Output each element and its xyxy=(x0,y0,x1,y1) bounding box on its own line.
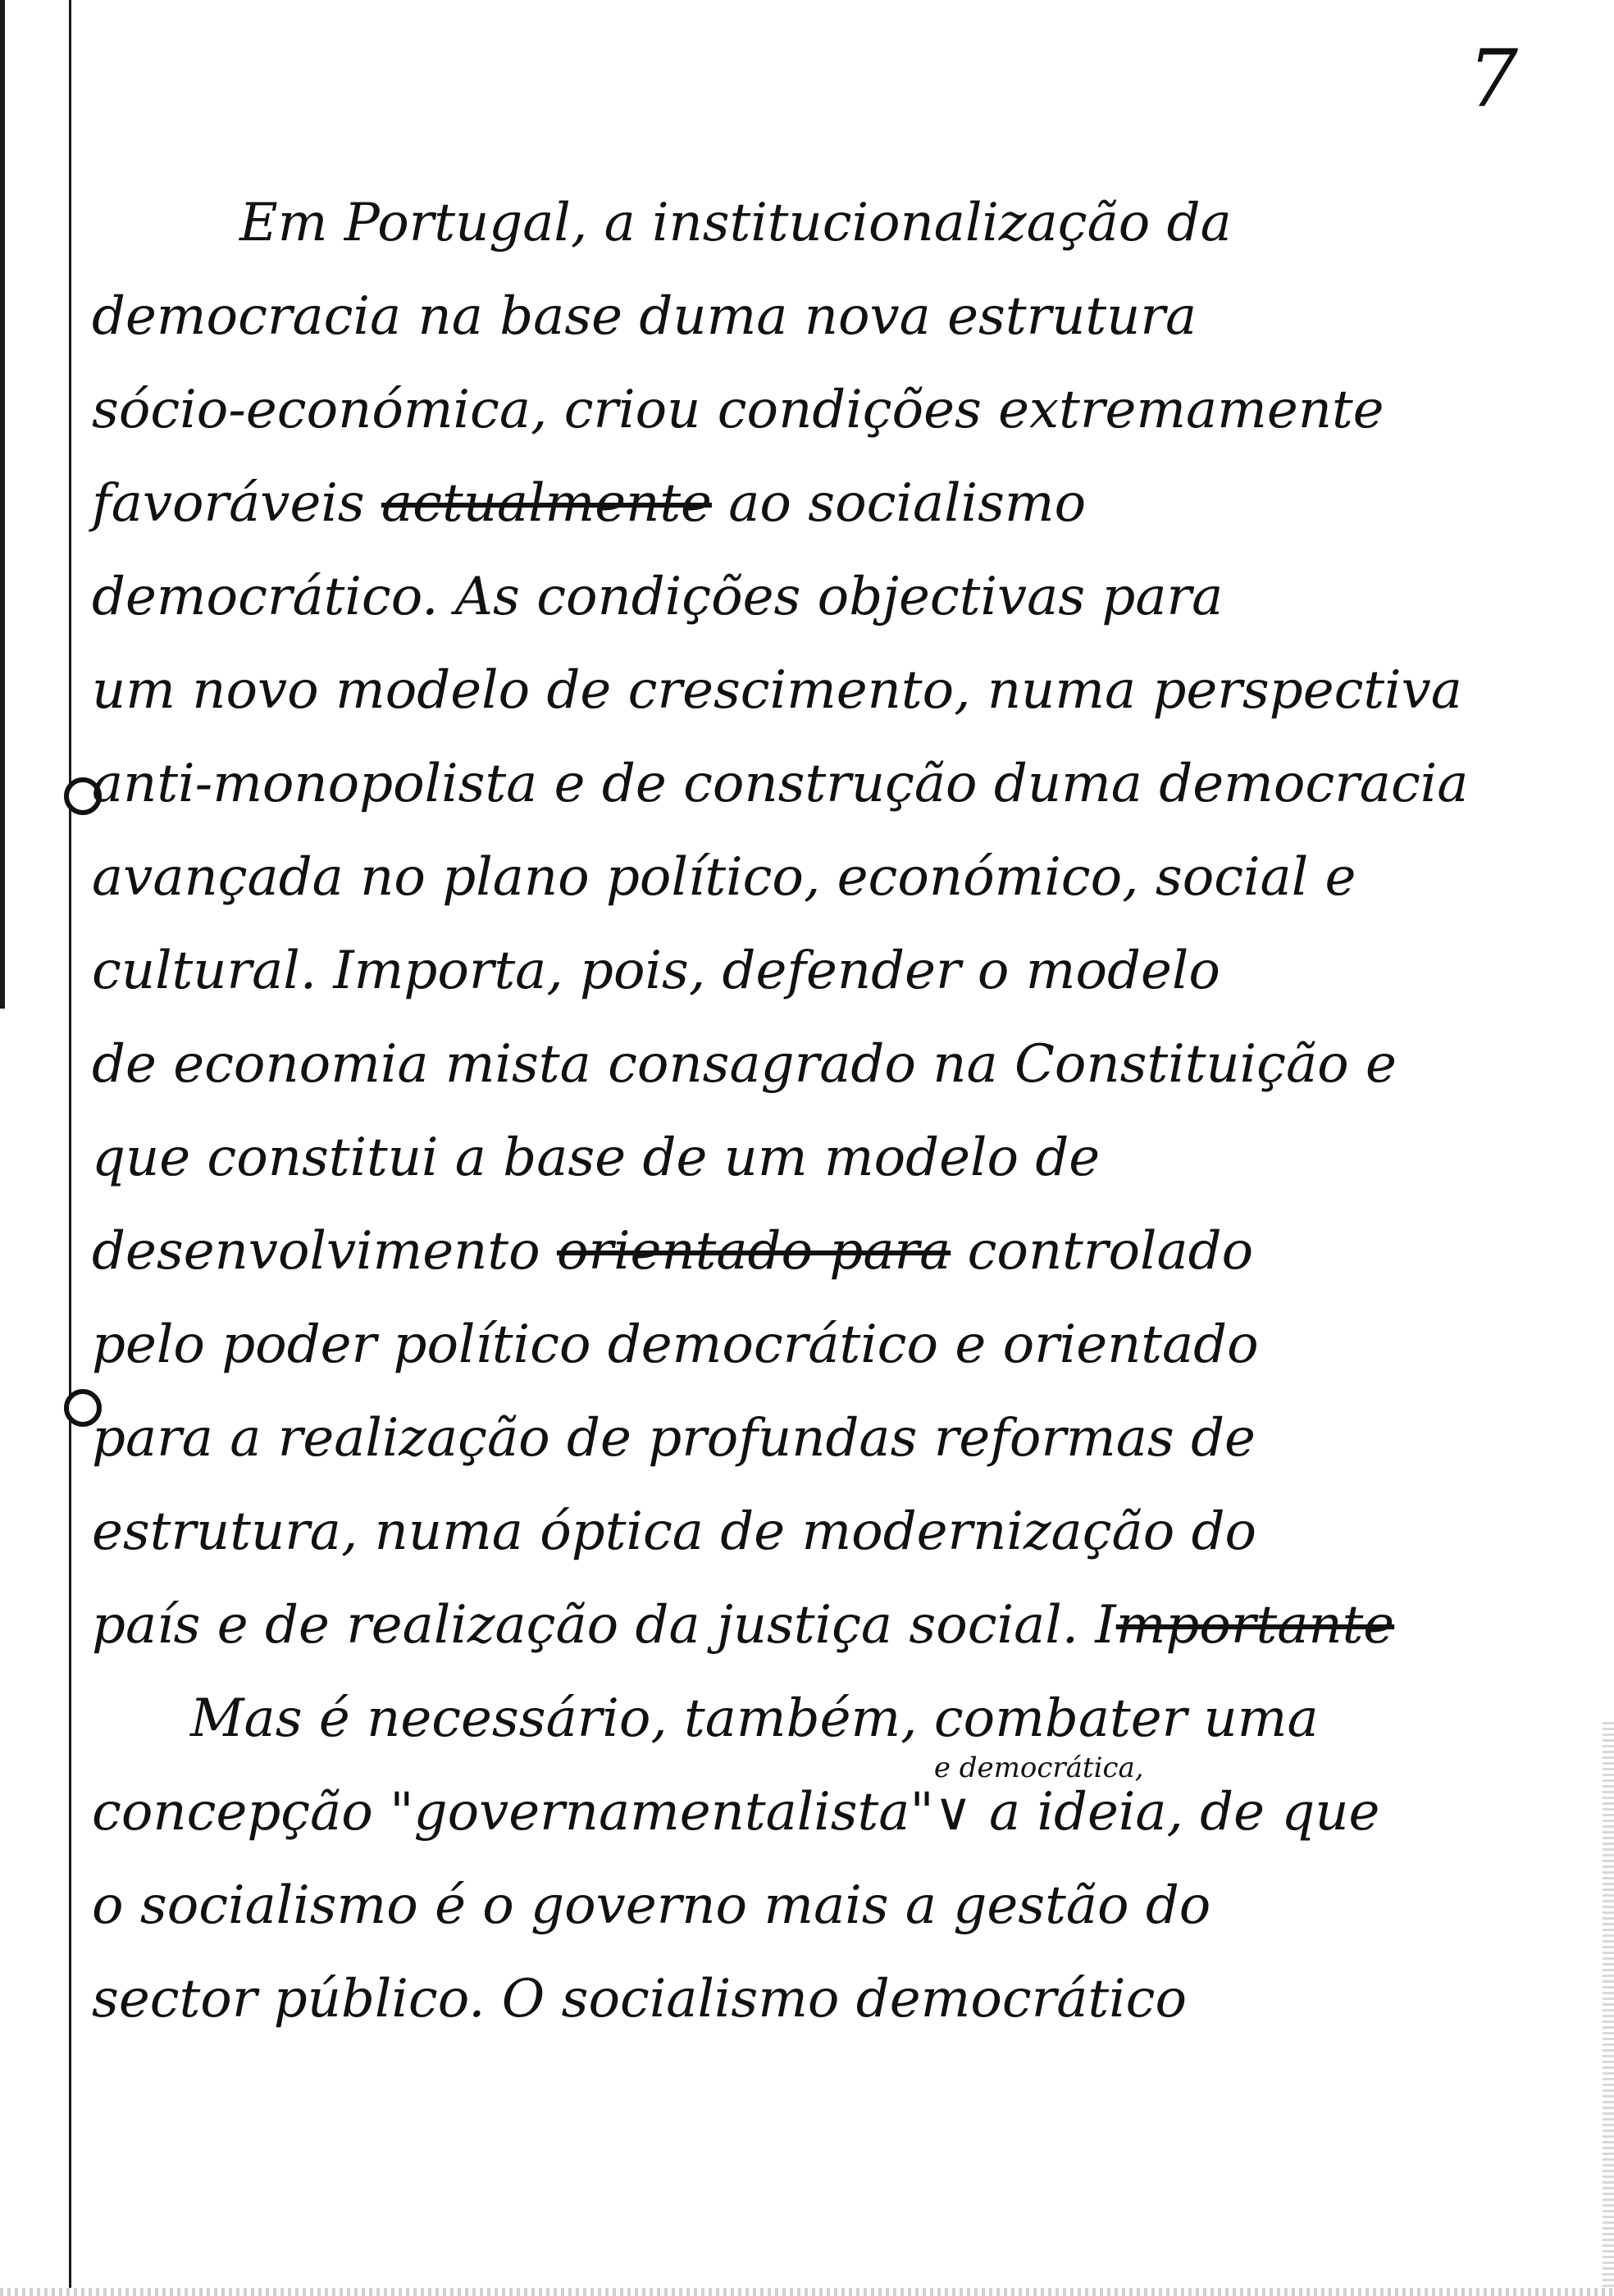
margin-rule xyxy=(69,0,71,2296)
scan-left-edge xyxy=(0,0,5,1009)
text-line: o socialismo é o governo mais a gestão do xyxy=(92,1875,1211,1936)
text-line: pelo poder político democrático e orientado xyxy=(92,1314,1259,1375)
page-number: 7 xyxy=(1468,33,1519,125)
text-segment: país e de realização da justiça social. xyxy=(92,1595,1079,1656)
scan-right-edge xyxy=(1603,1722,1614,2296)
text-line: sector público. O socialismo democrático xyxy=(92,1969,1187,2029)
inserted-text: e democrática, xyxy=(933,1752,1144,1784)
crossed-out-word: orientado para xyxy=(556,1221,951,1282)
text-line xyxy=(92,457,1576,550)
text-line: para a realização de profundas reformas de xyxy=(92,1408,1256,1469)
text-line: Em Portugal, a institucionalização da xyxy=(239,193,1232,253)
handwritten-text xyxy=(92,176,1576,2046)
text-line: democrático. As condições objectivas para xyxy=(92,567,1224,627)
text-line: um novo modelo de crescimento, numa perspectiva xyxy=(92,660,1462,721)
text-segment: I xyxy=(1095,1595,1116,1656)
text-line: de economia mista consagrado na Constituição e xyxy=(92,1034,1397,1095)
insertion-mark: ∨ e democrática, xyxy=(933,1752,1144,1843)
text-line: Mas é necessário, também, combater uma xyxy=(190,1688,1319,1749)
text-segment: a ideia, de que xyxy=(989,1782,1380,1843)
text-line: avançada no plano político, económico, social e xyxy=(92,847,1356,908)
text-segment: ao socialismo xyxy=(728,473,1087,534)
crossed-out-word: mportante xyxy=(1115,1595,1395,1656)
text-segment: concepção "governamentalista" xyxy=(92,1782,934,1843)
text-segment: controlado xyxy=(967,1221,1254,1282)
text-line: estrutura, numa óptica de modernização do xyxy=(92,1501,1257,1562)
text-line: cultural. Importa, pois, defender o modelo xyxy=(92,941,1220,1001)
text-segment: desenvolvimento xyxy=(92,1221,540,1282)
scan-bottom-edge xyxy=(0,2288,1614,2296)
text-line xyxy=(92,1578,1576,1672)
text-segment: favoráveis xyxy=(92,473,365,534)
text-line: sócio-económica, criou condições extremamente xyxy=(92,380,1384,440)
text-line xyxy=(92,1205,1576,1298)
crossed-out-word: actualmente xyxy=(381,473,712,534)
text-line xyxy=(92,1752,1576,1859)
text-line: que constitui a base de um modelo de xyxy=(92,1128,1101,1188)
text-line: anti-monopolista e de construção duma democracia xyxy=(92,754,1469,814)
text-line: democracia na base duma nova estrutura xyxy=(92,286,1197,347)
